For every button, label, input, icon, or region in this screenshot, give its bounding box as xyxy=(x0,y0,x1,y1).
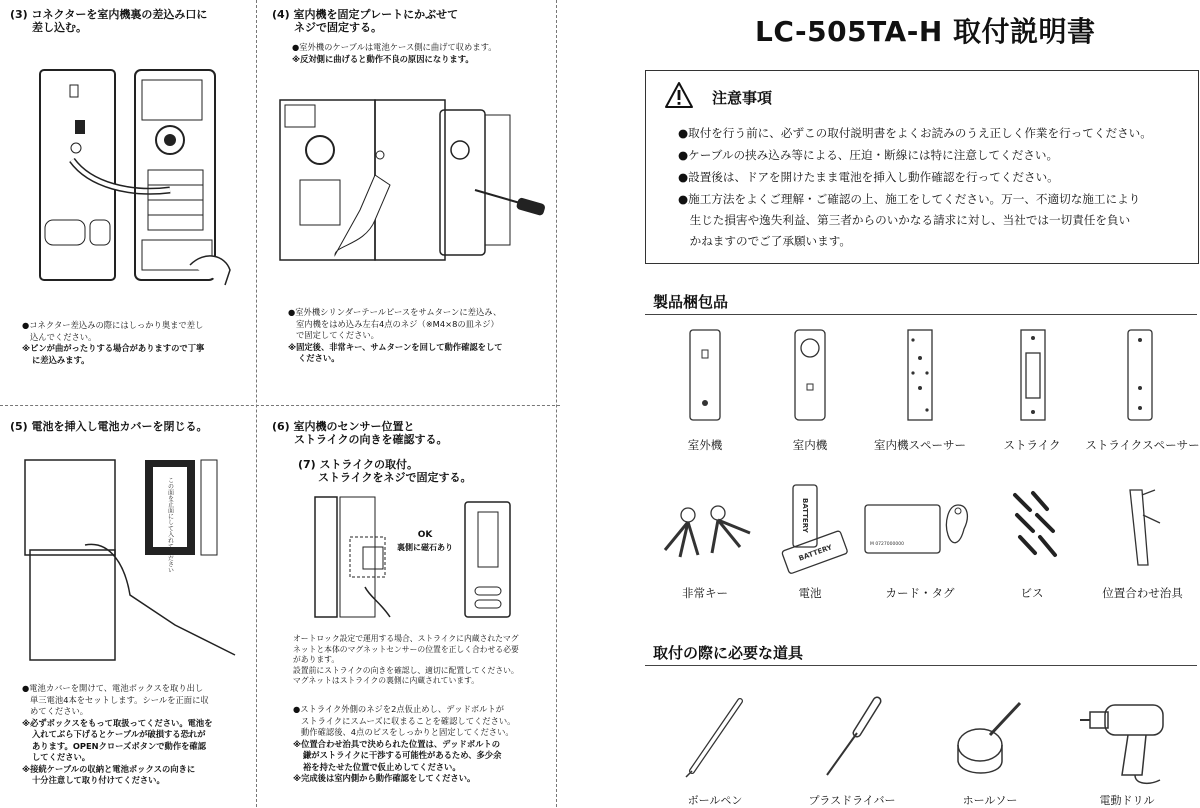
caution-item: ●施工方法をよくご理解・ご確認の上、施工をしてください。万一、不適切な施工により xyxy=(678,192,1141,206)
step4-notes: ●室外機シリンダーテールピースをサムターンに差込み、 室内機をはめ込み左右4点のネジ（※M4×8の皿ネジ） で固定してください。 ※固定後、非常キー、サムターンを回して動作確認をして ください。 xyxy=(288,307,503,363)
step3-notes: ●コネクター差込みの際にはしっかり奥まで差し 込んでください。 ※ピンが曲がったりする場合がありますので丁寧 に差込みます。 xyxy=(22,320,205,365)
svg-text:BATTERY: BATTERY xyxy=(797,543,834,563)
warning-icon xyxy=(664,81,694,109)
tool-label: ボールペン xyxy=(687,794,743,807)
indoor-unit-image xyxy=(790,328,830,423)
svg-text:この面を正面にして入れてください: この面を正面にして入れてください xyxy=(166,477,174,573)
step5-heading: (5) 電池を挿入し電池カバーを閉じる。 xyxy=(10,420,208,433)
product-label: 室内機 xyxy=(792,438,828,452)
caution-item: ●ケーブルの挟み込み等による、圧迫・断線には特に注意してください。 xyxy=(678,148,1059,162)
step6-notes: オートロック設定で運用する場合、ストライクに内蔵されたマグ ネットと本体のマグネットセンサーの位置を正しく合わせる必要 があります。 設置前にストライクの向きを確認し、適切に配置してください。 マグネットはストライクの裏側に内蔵されています。 xyxy=(293,634,519,685)
caution-item: かねますのでご了承願います。 xyxy=(678,234,851,248)
product-label: 電池 xyxy=(798,586,822,600)
product-label: 非常キー xyxy=(682,586,728,600)
product-label: 位置合わせ治具 xyxy=(1102,586,1183,600)
strike-spacer-image xyxy=(1120,328,1160,423)
tools-section-rule xyxy=(645,665,1197,666)
step3-illustration xyxy=(30,65,240,290)
tools-section-title: 取付の際に必要な道具 xyxy=(653,644,804,662)
divider-vertical-2 xyxy=(556,0,557,807)
svg-text:OK: OK xyxy=(417,530,433,540)
battery-image xyxy=(775,480,850,575)
tool-label: プラスドライバー xyxy=(808,794,896,807)
caution-box xyxy=(645,70,1199,264)
tool-label: 電動ドリル xyxy=(1099,794,1155,807)
step5-illustration xyxy=(15,455,245,670)
step4-illustration xyxy=(275,95,555,265)
products-section-rule xyxy=(645,314,1197,315)
step4-heading: (4) 室内機を固定プレートにかぶせて ネジで固定する。 xyxy=(272,8,459,34)
svg-text:BATTERY: BATTERY xyxy=(801,498,809,533)
step5-notes: ●電池カバーを開けて、電池ボックスを取り出し 単三電池4本をセットします。シールを正面に収 めてください。 ※必ずボックスをもって取扱ってください。電池を 入れてぶら下げるとケーブルが破損する恐れが あります。OPENクローズボタンで動作を確認 してください。 ※接続ケーブルの収納と電池ボックスの向きに 十分注意して取り付けてください。 xyxy=(22,683,213,785)
caution-item: ●設置後は、ドアを開けたまま電池を挿入し動作確認を行ってください。 xyxy=(678,170,1059,184)
tool-label: ホールソー xyxy=(962,794,1018,807)
product-label: 室外機 xyxy=(687,438,723,452)
caution-title: 注意事項 xyxy=(712,89,773,107)
hole-saw-image xyxy=(950,695,1025,780)
product-label: ストライクスペーサー xyxy=(1085,438,1200,452)
step7-notes: ●ストライク外側のネジを2点仮止めし、デッドボルトが ストライクにスムーズに収まることを確認してください。 動作確認後、4点のビスをしっかりと固定してください。 ※位置合わせ治具で決められた位置は、デッドボルトの 鎌がストライクに干渉する可能性があるため、多少余 裕を持たせた位置で仮止めしてください。 ※完成後は室内側から動作確認をしてください。 xyxy=(293,704,516,783)
divider-vertical-1 xyxy=(256,0,257,807)
products-section-title: 製品梱包品 xyxy=(653,293,729,311)
phillips-screwdriver-image xyxy=(815,695,890,780)
step7-heading: (7) ストライクの取付。 ストライクをネジで固定する。 xyxy=(298,458,472,484)
alignment-jig-image xyxy=(1110,485,1170,570)
outdoor-unit-image xyxy=(685,328,725,423)
emergency-key-image xyxy=(650,495,760,570)
electric-drill-image xyxy=(1080,700,1175,785)
strike-image xyxy=(1013,328,1053,423)
step6-heading: (6) 室内機のセンサー位置と ストライクの向きを確認する。 xyxy=(272,420,448,446)
step3-heading: (3) コネクターを室内機裏の差込み口に 差し込む。 xyxy=(10,8,208,34)
product-label: ビス xyxy=(1020,586,1044,600)
svg-text:裏側に磁石あり: 裏側に磁石あり xyxy=(397,543,453,552)
step6-illustration xyxy=(315,497,515,622)
ballpoint-pen-image xyxy=(680,695,750,780)
caution-item: ●取付を行う前に、必ずこの取付説明書をよくお読みのうえ正しく作業を行ってください。 xyxy=(678,126,1152,140)
product-label: 室内機スペーサー xyxy=(874,438,966,452)
screws-image xyxy=(1005,485,1065,570)
step4-subnotes: ●室外機のケーブルは電池ケース側に曲げて収めます。 ※反対側に曲げると動作不良の原因になります。 xyxy=(292,42,497,64)
indoor-spacer-image xyxy=(900,328,940,423)
card-tag-image xyxy=(860,495,980,560)
document-title: LC-505TA-H 取付説明書 xyxy=(755,15,1096,48)
svg-text:M 0727000000: M 0727000000 xyxy=(870,542,904,547)
product-label: ストライク xyxy=(1003,438,1061,452)
divider-horizontal xyxy=(0,405,560,406)
product-label: カード・タグ xyxy=(885,586,955,600)
caution-item: 生じた損害や逸失利益、第三者からのいかなる請求に対し、当社では一切責任を負い xyxy=(678,213,1131,227)
